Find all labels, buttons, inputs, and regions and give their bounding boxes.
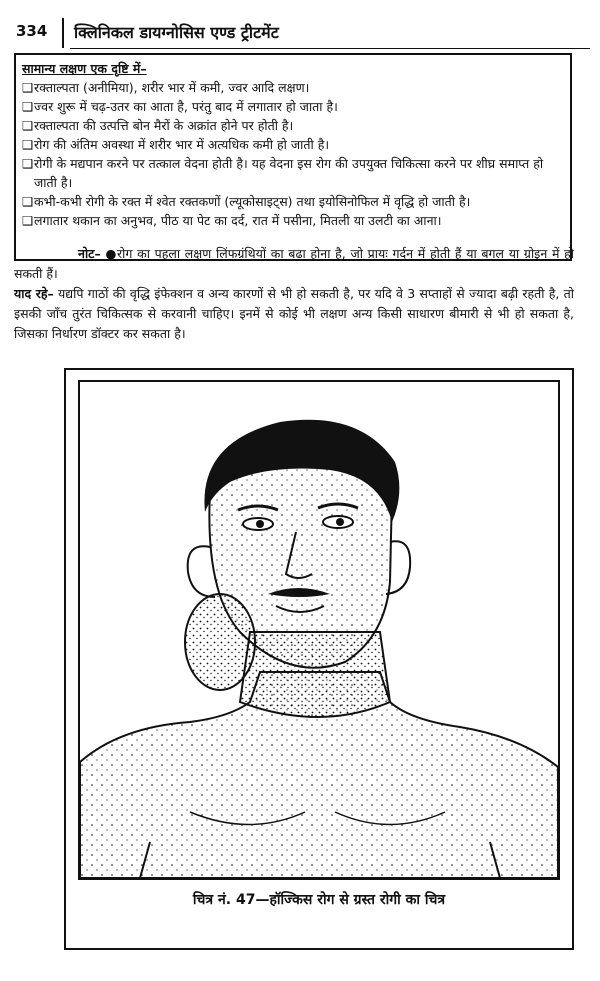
note-lead: नोट–	[78, 246, 101, 261]
checkbox-bullet-icon: ❑	[22, 118, 34, 133]
symptom-text: रोगी के मद्यपान करने पर तत्काल वेदना होती है। यह वेदना इस रोग की उपयुक्त चिकित्सा करने पर शीघ्र समाप्त हो जाती है।	[34, 156, 544, 190]
checkbox-bullet-icon: ❑	[22, 80, 34, 95]
remember-lead: याद रहे–	[14, 286, 54, 301]
symptom-text: रक्ताल्पता की उत्पत्ति बोन मैरों के अक्रांत होने पर होती है।	[34, 118, 294, 133]
symptom-box-heading: सामान्य लक्षण एक दृष्टि में–	[22, 61, 147, 76]
symptom-item	[22, 192, 564, 211]
symptom-item	[22, 97, 564, 116]
symptom-item	[22, 211, 564, 230]
symptom-summary-box	[14, 53, 572, 261]
note-text: ●रोग का पहला लक्षण लिंफग्रंथियों का बढ़ा होना है, जो प्रायः गर्दन में होती हैं या बगल या ग्रोइन में हो सकती हैं।	[14, 246, 574, 281]
remember-text: यद्यपि गाठों की वृद्धि इंफेक्शन व अन्य कारणों से भी हो सकती है, पर यदि वे 3 सप्ताहों से ज्यादा बढ़ी रहती है, तो इसकी जाँच तुरंत चिकित्सक से करवानी चाहिए। इनमें से कोई भी लक्षण अन्य किसी साधारण बीमारी से भी हो सकता है, जिसका निर्धारण डॉक्टर कर सकता है।	[14, 286, 574, 341]
patient-drawing	[80, 382, 558, 878]
symptom-item	[22, 116, 564, 135]
checkbox-bullet-icon: ❑	[22, 137, 34, 152]
symptom-text: लगातार थकान का अनुभव, पीठ या पेट का दर्द, रात में पसीना, मितली या उलटी का आना।	[34, 213, 442, 228]
page-number: 334	[16, 22, 48, 40]
symptom-text: ज्वर शुरू में चढ़-उतर का आता है, परंतु बाद में लगातार हो जाता है।	[34, 99, 338, 114]
checkbox-bullet-icon: ❑	[22, 156, 34, 171]
symptom-text: रक्ताल्पता (अनीमिया), शरीर भार में कमी, ज्वर आदि लक्षण।	[34, 80, 310, 95]
book-title: क्लिनिकल डायग्नोसिस एण्ड ट्रीटमेंट	[74, 23, 279, 42]
header-rule	[70, 48, 590, 49]
checkbox-bullet-icon: ❑	[22, 99, 34, 114]
symptom-item	[22, 154, 564, 192]
patient-illustration	[78, 380, 560, 880]
checkbox-bullet-icon: ❑	[22, 213, 34, 228]
figure-frame	[64, 368, 574, 950]
symptom-text: रोग की अंतिम अवस्था में शरीर भार में अत्यधिक कमी हो जाती है।	[34, 137, 330, 152]
symptom-text: कभी-कभी रोगी के रक्त में श्वेत रक्तकणों (ल्यूकोसाइट्स) तथा इयोसिनोफिल में वृद्धि हो जाती है।	[34, 194, 471, 209]
symptom-item	[22, 135, 564, 154]
page-header	[10, 18, 590, 52]
checkbox-bullet-icon: ❑	[22, 194, 34, 209]
note-paragraph	[14, 244, 574, 284]
symptom-item	[22, 78, 564, 97]
remember-paragraph	[14, 284, 574, 344]
figure-caption: चित्र नं. 47—हॉज्किस रोग से ग्रस्त रोगी का चित्र	[192, 892, 446, 908]
header-divider	[62, 18, 64, 48]
